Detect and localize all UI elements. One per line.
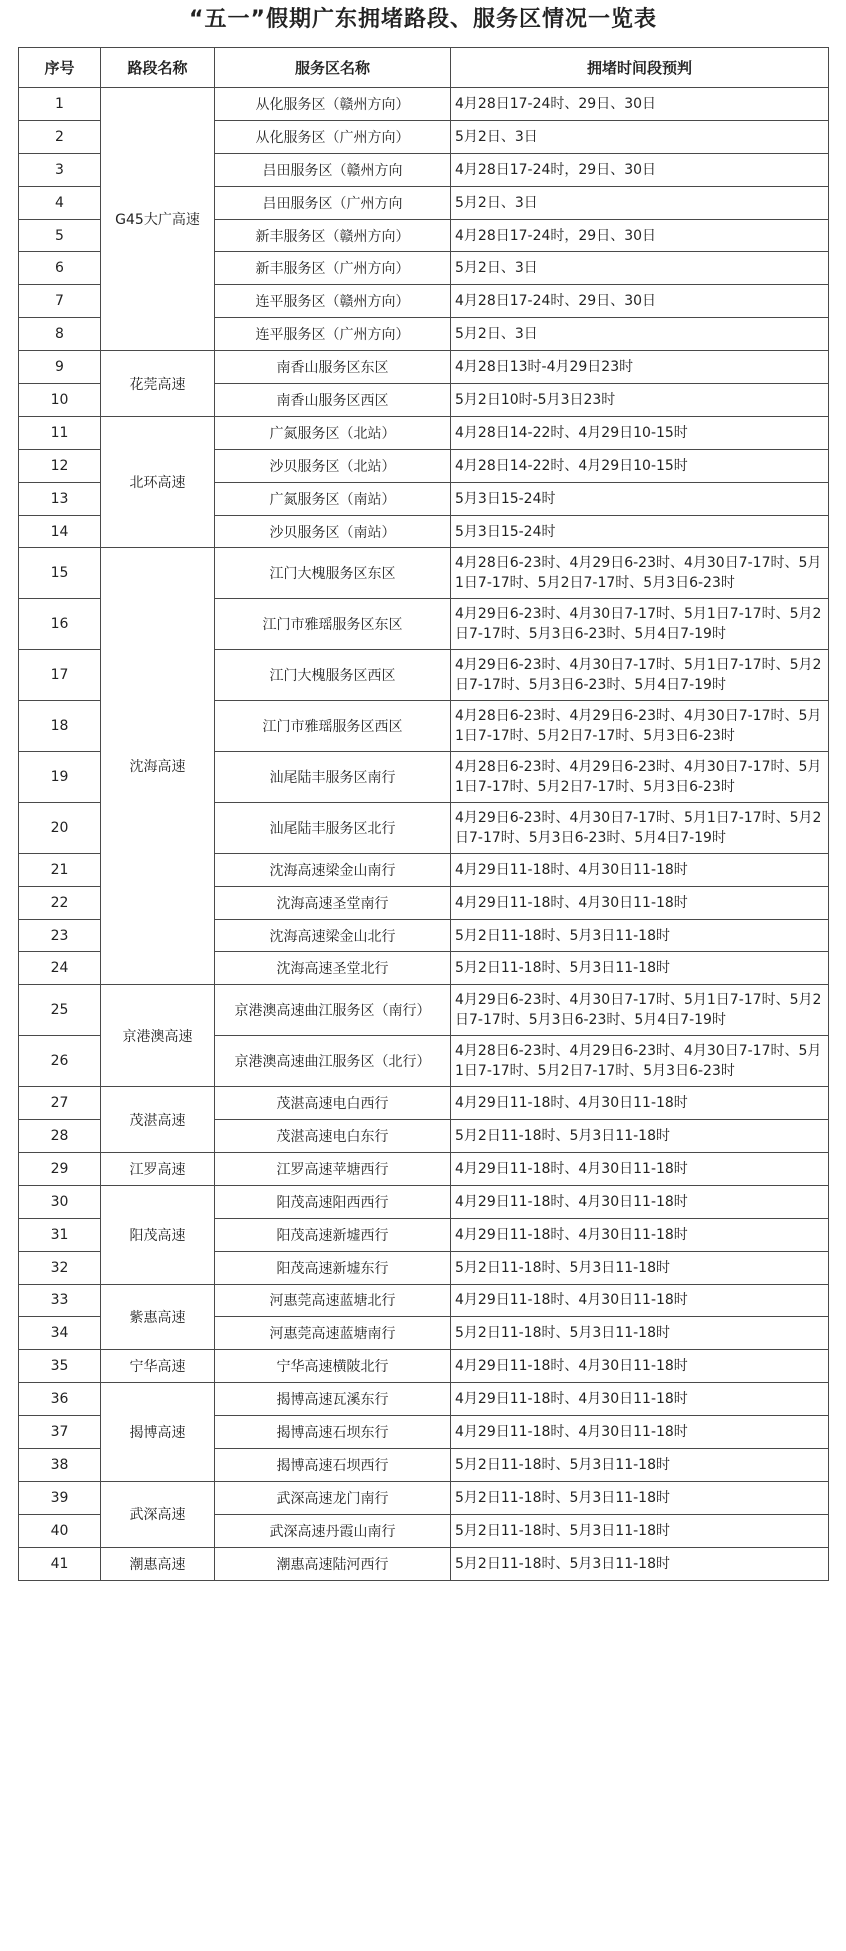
row-seq: 3: [19, 153, 101, 186]
congestion-time: 5月2日、3日: [451, 318, 829, 351]
congestion-time: 4月28日14-22时、4月29日10-15时: [451, 449, 829, 482]
row-seq: 8: [19, 318, 101, 351]
service-area-name: 汕尾陆丰服务区南行: [215, 752, 451, 803]
congestion-time: 5月3日15-24时: [451, 482, 829, 515]
row-seq: 12: [19, 449, 101, 482]
row-seq: 6: [19, 252, 101, 285]
table-row: [19, 351, 829, 384]
road-name: 沈海高速: [101, 548, 215, 985]
header-seq: 序号: [19, 48, 101, 88]
congestion-time: 4月28日17-24时，29日、30日: [451, 153, 829, 186]
road-name: 江罗高速: [101, 1152, 215, 1185]
row-seq: 18: [19, 701, 101, 752]
service-area-name: 河惠莞高速蓝塘南行: [215, 1317, 451, 1350]
service-area-name: 吕田服务区（广州方向: [215, 186, 451, 219]
road-name: 潮惠高速: [101, 1547, 215, 1580]
road-name: G45大广高速: [101, 88, 215, 351]
service-area-name: 沈海高速圣堂南行: [215, 886, 451, 919]
row-seq: 22: [19, 886, 101, 919]
header-road: 路段名称: [101, 48, 215, 88]
congestion-time: 4月29日11-18时、4月30日11-18时: [451, 1218, 829, 1251]
congestion-time: 4月28日6-23时、4月29日6-23时、4月30日7-17时、5月1日7-17时、5月2日7-17时、5月3日6-23时: [451, 548, 829, 599]
congestion-time: 4月29日6-23时、4月30日7-17时、5月1日7-17时、5月2日7-17时、5月3日6-23时、5月4日7-19时: [451, 599, 829, 650]
congestion-time: 5月2日10时-5月3日23时: [451, 384, 829, 417]
service-area-name: 广氮服务区（南站）: [215, 482, 451, 515]
row-seq: 41: [19, 1547, 101, 1580]
congestion-time: 4月28日17-24时、29日、30日: [451, 88, 829, 121]
row-seq: 33: [19, 1284, 101, 1317]
service-area-name: 宁华高速横陂北行: [215, 1350, 451, 1383]
congestion-time: 4月29日11-18时、4月30日11-18时: [451, 1087, 829, 1120]
service-area-name: 京港澳高速曲江服务区（南行）: [215, 985, 451, 1036]
row-seq: 30: [19, 1185, 101, 1218]
congestion-time: 4月29日11-18时、4月30日11-18时: [451, 1152, 829, 1185]
service-area-name: 潮惠高速陆河西行: [215, 1547, 451, 1580]
road-name: 武深高速: [101, 1481, 215, 1547]
congestion-time: 4月29日11-18时、4月30日11-18时: [451, 1185, 829, 1218]
row-seq: 20: [19, 802, 101, 853]
service-area-name: 揭博高速石坝西行: [215, 1448, 451, 1481]
table-row: [19, 1481, 829, 1514]
service-area-name: 江门大槐服务区西区: [215, 650, 451, 701]
row-seq: 24: [19, 952, 101, 985]
service-area-name: 阳茂高速新墟东行: [215, 1251, 451, 1284]
congestion-time: 5月2日11-18时、5月3日11-18时: [451, 1547, 829, 1580]
service-area-name: 武深高速龙门南行: [215, 1481, 451, 1514]
table-body: [19, 88, 829, 1581]
table-row: [19, 1383, 829, 1416]
service-area-name: 南香山服务区西区: [215, 384, 451, 417]
congestion-time: 5月2日11-18时、5月3日11-18时: [451, 1514, 829, 1547]
service-area-name: 沈海高速圣堂北行: [215, 952, 451, 985]
congestion-time: 4月29日6-23时、4月30日7-17时、5月1日7-17时、5月2日7-17时、5月3日6-23时、5月4日7-19时: [451, 802, 829, 853]
row-seq: 40: [19, 1514, 101, 1547]
congestion-time: 5月2日11-18时、5月3日11-18时: [451, 919, 829, 952]
row-seq: 39: [19, 1481, 101, 1514]
table-row: [19, 985, 829, 1036]
row-seq: 17: [19, 650, 101, 701]
table-header: [19, 48, 829, 88]
road-name: 北环高速: [101, 416, 215, 548]
service-area-name: 江门市雅瑶服务区东区: [215, 599, 451, 650]
row-seq: 27: [19, 1087, 101, 1120]
service-area-name: 沈海高速梁金山南行: [215, 853, 451, 886]
service-area-name: 江门大槐服务区东区: [215, 548, 451, 599]
congestion-time: 4月29日11-18时、4月30日11-18时: [451, 1284, 829, 1317]
row-seq: 10: [19, 384, 101, 417]
road-name: 花莞高速: [101, 351, 215, 417]
service-area-name: 沙贝服务区（北站）: [215, 449, 451, 482]
service-area-name: 武深高速丹霞山南行: [215, 1514, 451, 1547]
service-area-name: 江门市雅瑶服务区西区: [215, 701, 451, 752]
congestion-table: [18, 47, 829, 1581]
row-seq: 25: [19, 985, 101, 1036]
service-area-name: 茂湛高速电白东行: [215, 1120, 451, 1153]
header-congestion-time: 拥堵时间段预判: [451, 48, 829, 88]
row-seq: 37: [19, 1416, 101, 1449]
congestion-time: 4月29日6-23时、4月30日7-17时、5月1日7-17时、5月2日7-17时、5月3日6-23时、5月4日7-19时: [451, 985, 829, 1036]
congestion-time: 4月28日17-24时、29日、30日: [451, 285, 829, 318]
congestion-time: 4月29日11-18时、4月30日11-18时: [451, 1383, 829, 1416]
congestion-time: 5月2日11-18时、5月3日11-18时: [451, 952, 829, 985]
row-seq: 5: [19, 219, 101, 252]
row-seq: 14: [19, 515, 101, 548]
congestion-time: 4月29日11-18时、4月30日11-18时: [451, 1350, 829, 1383]
row-seq: 1: [19, 88, 101, 121]
congestion-time: 4月28日6-23时、4月29日6-23时、4月30日7-17时、5月1日7-17时、5月2日7-17时、5月3日6-23时: [451, 1036, 829, 1087]
service-area-name: 连平服务区（广州方向）: [215, 318, 451, 351]
row-seq: 4: [19, 186, 101, 219]
table-row: [19, 416, 829, 449]
header-row: [19, 48, 829, 88]
service-area-name: 新丰服务区（赣州方向）: [215, 219, 451, 252]
congestion-time: 5月2日11-18时、5月3日11-18时: [451, 1317, 829, 1350]
road-name: 茂湛高速: [101, 1087, 215, 1153]
row-seq: 21: [19, 853, 101, 886]
table-row: [19, 1185, 829, 1218]
row-seq: 32: [19, 1251, 101, 1284]
congestion-time: 4月29日11-18时、4月30日11-18时: [451, 1416, 829, 1449]
table-row: [19, 1152, 829, 1185]
congestion-time: 5月2日11-18时、5月3日11-18时: [451, 1251, 829, 1284]
table-row: [19, 1284, 829, 1317]
service-area-name: 吕田服务区（赣州方向: [215, 153, 451, 186]
row-seq: 23: [19, 919, 101, 952]
congestion-time: 4月28日17-24时，29日、30日: [451, 219, 829, 252]
row-seq: 13: [19, 482, 101, 515]
congestion-time: 4月28日13时-4月29日23时: [451, 351, 829, 384]
row-seq: 11: [19, 416, 101, 449]
service-area-name: 南香山服务区东区: [215, 351, 451, 384]
congestion-time: 5月2日11-18时、5月3日11-18时: [451, 1120, 829, 1153]
row-seq: 29: [19, 1152, 101, 1185]
row-seq: 28: [19, 1120, 101, 1153]
road-name: 紫惠高速: [101, 1284, 215, 1350]
service-area-name: 新丰服务区（广州方向）: [215, 252, 451, 285]
road-name: 京港澳高速: [101, 985, 215, 1087]
congestion-time: 4月29日11-18时、4月30日11-18时: [451, 853, 829, 886]
congestion-time: 5月2日、3日: [451, 186, 829, 219]
service-area-name: 沈海高速梁金山北行: [215, 919, 451, 952]
row-seq: 16: [19, 599, 101, 650]
row-seq: 15: [19, 548, 101, 599]
table-row: [19, 1350, 829, 1383]
congestion-time: 5月2日11-18时、5月3日11-18时: [451, 1481, 829, 1514]
table-row: [19, 1087, 829, 1120]
service-area-name: 沙贝服务区（南站）: [215, 515, 451, 548]
service-area-name: 连平服务区（赣州方向）: [215, 285, 451, 318]
congestion-time: 4月28日14-22时、4月29日10-15时: [451, 416, 829, 449]
service-area-name: 河惠莞高速蓝塘北行: [215, 1284, 451, 1317]
row-seq: 9: [19, 351, 101, 384]
row-seq: 36: [19, 1383, 101, 1416]
service-area-name: 阳茂高速阳西西行: [215, 1185, 451, 1218]
service-area-name: 揭博高速瓦溪东行: [215, 1383, 451, 1416]
row-seq: 19: [19, 752, 101, 803]
table-row: [19, 1547, 829, 1580]
service-area-name: 广氮服务区（北站）: [215, 416, 451, 449]
congestion-time: 4月28日6-23时、4月29日6-23时、4月30日7-17时、5月1日7-17时、5月2日7-17时、5月3日6-23时: [451, 701, 829, 752]
row-seq: 34: [19, 1317, 101, 1350]
service-area-name: 从化服务区（赣州方向）: [215, 88, 451, 121]
congestion-time: 4月28日6-23时、4月29日6-23时、4月30日7-17时、5月1日7-17时、5月2日7-17时、5月3日6-23时: [451, 752, 829, 803]
service-area-name: 从化服务区（广州方向）: [215, 120, 451, 153]
service-area-name: 茂湛高速电白西行: [215, 1087, 451, 1120]
congestion-time: 4月29日11-18时、4月30日11-18时: [451, 886, 829, 919]
row-seq: 2: [19, 120, 101, 153]
row-seq: 38: [19, 1448, 101, 1481]
service-area-name: 京港澳高速曲江服务区（北行）: [215, 1036, 451, 1087]
congestion-time: 5月2日、3日: [451, 120, 829, 153]
service-area-name: 汕尾陆丰服务区北行: [215, 802, 451, 853]
congestion-time: 5月2日11-18时、5月3日11-18时: [451, 1448, 829, 1481]
congestion-time: 5月3日15-24时: [451, 515, 829, 548]
table-row: [19, 88, 829, 121]
row-seq: 7: [19, 285, 101, 318]
row-seq: 26: [19, 1036, 101, 1087]
table-row: [19, 548, 829, 599]
header-service-area: 服务区名称: [215, 48, 451, 88]
service-area-name: 阳茂高速新墟西行: [215, 1218, 451, 1251]
road-name: 阳茂高速: [101, 1185, 215, 1284]
congestion-time: 5月2日、3日: [451, 252, 829, 285]
row-seq: 31: [19, 1218, 101, 1251]
road-name: 揭博高速: [101, 1383, 215, 1482]
road-name: 宁华高速: [101, 1350, 215, 1383]
service-area-name: 江罗高速苹塘西行: [215, 1152, 451, 1185]
page-title: “五一”假期广东拥堵路段、服务区情况一览表: [189, 7, 657, 32]
row-seq: 35: [19, 1350, 101, 1383]
congestion-time: 4月29日6-23时、4月30日7-17时、5月1日7-17时、5月2日7-17时、5月3日6-23时、5月4日7-19时: [451, 650, 829, 701]
service-area-name: 揭博高速石坝东行: [215, 1416, 451, 1449]
